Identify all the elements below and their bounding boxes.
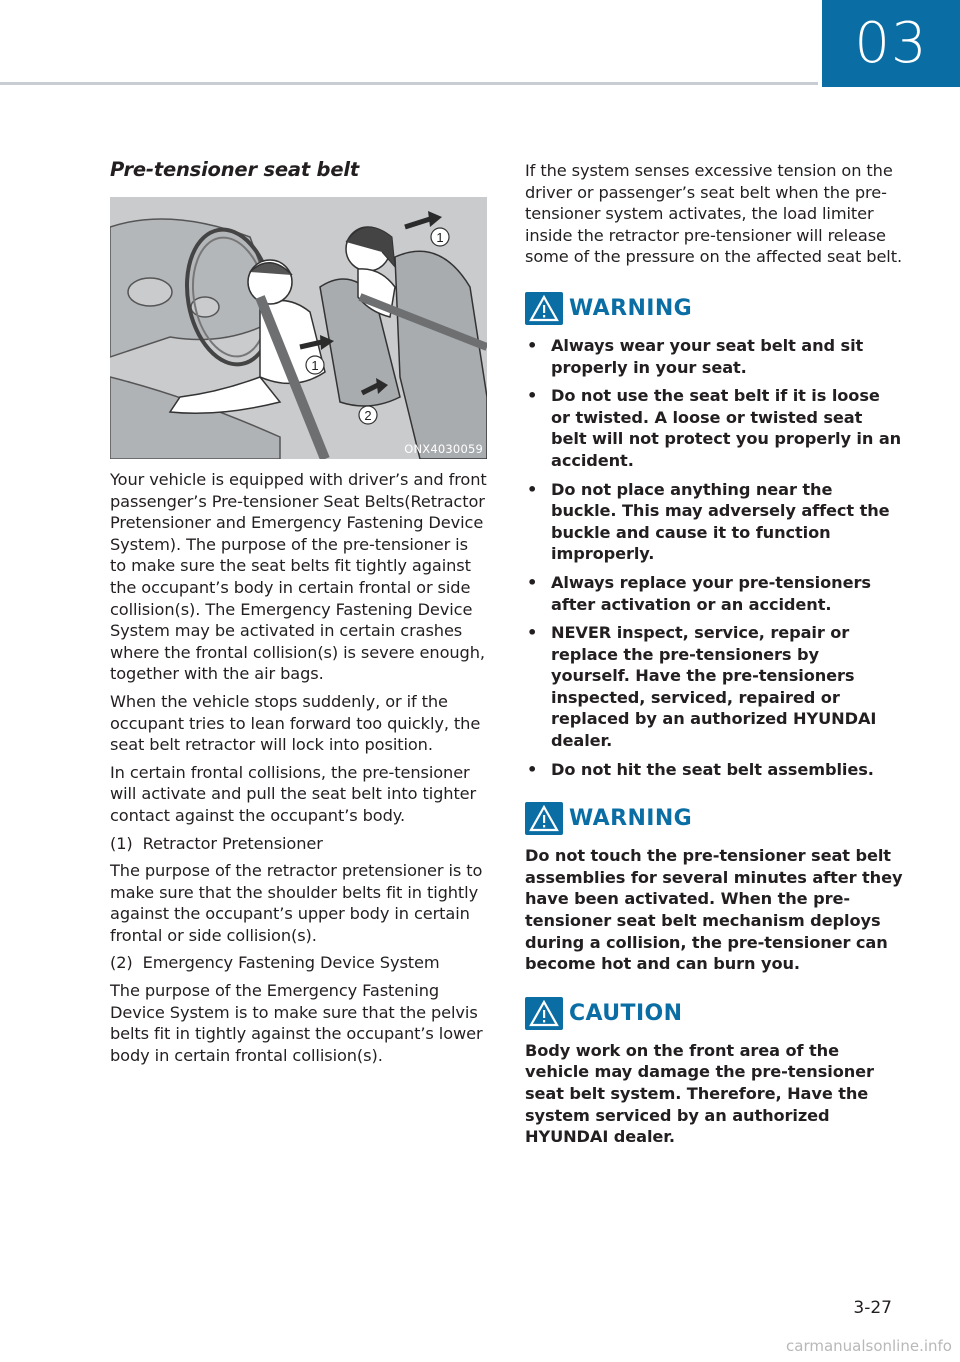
caution-text: Body work on the front area of the vehicle may damage the pre-tensioner seat belt system. Therefore, Have the system serviced by an authorized HYUNDAI dealer. [525,1040,874,1147]
caution-header [525,997,903,1030]
warning-triangle-icon [525,802,563,835]
intro-paragraph: Your vehicle is equipped with driver’s and front passenger’s Pre-tensioner Seat Belts(Retractor Pretensioner and Emergency Fastening Device System). The purpose of the pre-tensioner is to make sure the seat belts fit tightly against the occupant’s body in certain frontal or side collision(s). The Emergency Fastening Device System may be activated in certain crashes where the frontal collision(s) is severe enough, together with the air bags. [110,470,487,684]
lock-paragraph: When the vehicle stops suddenly, or if the occupant tries to lean forward too quickly, the seat belt retractor will lock into position. [110,691,481,755]
watermark: carmanualsonline.info [786,1337,952,1355]
activation-paragraph: In certain frontal collisions, the pre-tensioner will activate and pull the seat belt into tighter contact against the occupant’s body. [110,762,477,825]
item-2-heading [110,952,488,974]
chapter-tab: 03 [822,0,960,87]
warning-1-item: • Do not place anything near the buckle. This may adversely affect the buckle and cause it to function improperly. [525,479,903,565]
warning-2-text: Do not touch the pre-tensioner seat belt assemblies for several minutes after they have been activated. When the pre-tensioner seat belt mechanism deploys during a collision, the pre-tensioner can become hot and can burn you. [525,846,903,974]
figure-code: ONX4030059 [404,442,483,456]
item-2-description: The purpose of the Emergency Fastening Device System is to make sure that the pelvis belts fit in tightly against the occupant’s lower body in certain frontal collision(s). [110,981,483,1065]
page-number: 3-27 [853,1298,892,1318]
left-column [110,158,488,1072]
right-column [525,160,903,1148]
warning-1-title: WARNING [569,295,693,321]
car-interior-drawing [110,197,487,459]
section-title: Pre-tensioner seat belt [110,158,359,181]
item-1-label: Retractor Pretensioner [142,833,323,853]
item-1-heading [110,833,488,855]
caution-triangle-icon [525,997,563,1030]
item-2-label: Emergency Fastening Device System [142,953,440,973]
warning-1-list [525,335,903,780]
warning-2-title: WARNING [569,806,693,832]
warning-1-header [525,292,903,325]
warning-1-item: • Do not use the seat belt if it is loose or twisted. A loose or twisted seat belt will not protect you properly in an accident. [525,385,903,471]
callout-2-buckle: 2 [364,408,372,423]
warning-1-item: • Always wear your seat belt and sit properly in your seat. [525,335,903,378]
item-1-description: The purpose of the retractor pretensioner is to make sure that the shoulder belts fit in tightly against the occupant’s upper body in certain frontal or side collision(s). [110,861,483,945]
warning-1-item: • Do not hit the seat belt assemblies. [525,759,903,781]
load-limiter-paragraph: If the system senses excessive tension on the driver or passenger’s seat belt when the pre-tensioner system activates, the load limiter inside the retractor pre-tensioner will release some of the pressure on the affected seat belt. [525,161,902,267]
warning-triangle-icon [525,292,563,325]
callout-1-driver: 1 [311,358,319,373]
header-rule [0,82,818,85]
item-2-number: (2) [110,953,133,973]
warning-1-item: • NEVER inspect, service, repair or replace the pre-tensioners by yourself. Have the pre-tensioners inspected, serviced, repaired or replaced by an authorized HYUNDAI dealer. [525,622,903,752]
seatbelt-illustration [110,197,487,459]
caution-title: CAUTION [569,1000,683,1026]
warning-2-header [525,802,903,835]
item-1-number: (1) [110,833,133,853]
warning-1-item: • Always replace your pre-tensioners after activation or an accident. [525,572,903,615]
callout-1-top: 1 [436,230,444,245]
